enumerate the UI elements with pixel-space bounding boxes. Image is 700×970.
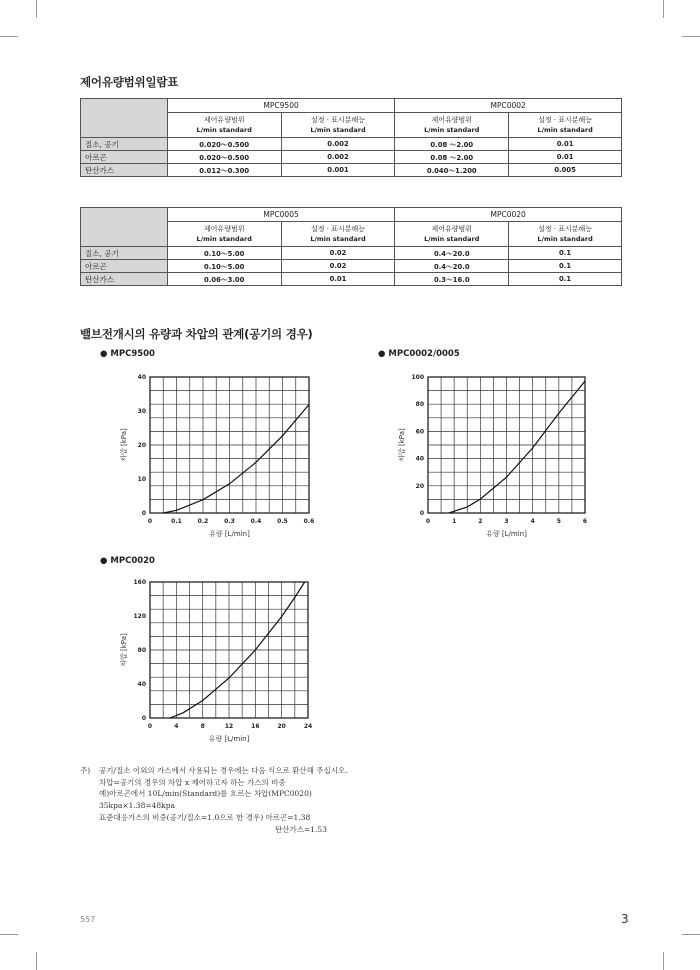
y-tick-label: 120	[133, 613, 146, 620]
table-row	[81, 138, 622, 151]
note-line: 차압=공기의 경우의 차압 x 제어하고자 하는 가스의 비중	[99, 777, 286, 787]
table-cell: 0.020～0.500	[167, 138, 281, 151]
model-header: MPC0002	[395, 99, 622, 113]
table-corner	[81, 99, 168, 138]
y-tick-label: 0	[141, 510, 146, 517]
gas-label: 탄산가스	[81, 273, 168, 286]
y-tick-label: 80	[137, 647, 146, 654]
x-tick-label: 12	[224, 723, 234, 730]
x-axis-label: 유량 [L/min]	[486, 530, 527, 538]
crop-mark	[36, 952, 37, 970]
table-cell: 0.3～16.0	[395, 273, 509, 286]
table-cell: 0.1	[509, 273, 622, 286]
y-tick-label: 80	[415, 401, 424, 409]
x-tick-label: 20	[277, 723, 286, 730]
table-cell: 0.02	[281, 260, 395, 273]
table-cell: 0.08 ～2.00	[395, 138, 509, 151]
x-tick-label: 8	[200, 723, 205, 730]
gas-label: 탄산가스	[81, 164, 168, 177]
crop-mark	[682, 36, 700, 37]
x-tick-label: 0	[425, 518, 431, 525]
table-cell: 0.06～3.00	[167, 273, 281, 286]
x-axis-label: 유량 [L/min]	[208, 735, 250, 743]
table-cell: 0.020～0.500	[167, 151, 281, 164]
data-curve	[449, 381, 585, 513]
x-tick-label: 6	[582, 518, 588, 525]
table-cell: 0.02	[281, 247, 395, 260]
table-cell: 0.10～5.00	[167, 247, 281, 260]
table-cell: 0.005	[509, 164, 622, 177]
y-axis-label: 차압 [kPa]	[120, 428, 128, 462]
gas-label: 아르곤	[81, 151, 168, 164]
crop-mark	[0, 36, 18, 37]
y-tick-label: 40	[137, 374, 146, 381]
x-tick-label: 3	[504, 518, 509, 525]
note-body	[99, 765, 348, 835]
column-header: 제어유량범위 L/min standard	[167, 222, 281, 247]
x-tick-label: 0.4	[250, 518, 262, 525]
table-row	[81, 260, 622, 273]
chart-title-mpc0002-0005: ● MPC0002/0005	[378, 349, 460, 359]
crop-mark	[682, 934, 700, 935]
table-cell: 0.01	[509, 138, 622, 151]
x-tick-label: 0.2	[197, 518, 209, 525]
table-cell: 0.002	[281, 138, 395, 151]
crop-mark	[663, 952, 664, 970]
note-line: 표준대응가스의 비중(공기/질소=1.0으로 한 경우) 아르곤=1.38	[99, 812, 311, 822]
table-row	[81, 164, 622, 177]
y-tick-label: 100	[411, 374, 424, 381]
y-tick-label: 40	[415, 455, 424, 463]
gas-label: 질소, 공기	[81, 247, 168, 260]
y-tick-label: 20	[137, 442, 146, 449]
table-cell: 0.040～1.200	[395, 164, 509, 177]
x-tick-label: 2	[478, 518, 483, 525]
flow-range-table-1	[80, 98, 622, 177]
x-tick-label: 0	[147, 518, 153, 525]
column-header: 설정 · 표시분해능 L/min standard	[281, 222, 395, 247]
gas-label: 아르곤	[81, 260, 168, 273]
x-axis-label: 유량 [L/min]	[209, 530, 250, 538]
flow-table-title: 제어유량범위일람표	[80, 75, 179, 89]
note-line: 예)아르곤에서 10L/min(Standard)를 흐르는 차압(MPC0020)	[99, 789, 312, 799]
x-tick-label: 0	[147, 723, 153, 730]
model-header: MPC9500	[167, 99, 395, 113]
column-header: 제어유량범위 L/min standard	[167, 113, 281, 138]
table-cell: 0.01	[509, 151, 622, 164]
table-cell: 0.1	[509, 247, 622, 260]
table-cell: 0.01	[281, 273, 395, 286]
crop-mark	[36, 0, 37, 18]
chart-mpc9500	[112, 368, 332, 543]
column-header: 설정 · 표시분해능 L/min standard	[281, 113, 395, 138]
x-tick-label: 0.5	[277, 518, 288, 525]
column-header: 제어유량범위 L/min standard	[395, 113, 509, 138]
chart-mpc0002-0005	[390, 368, 610, 543]
x-tick-label: 16	[251, 723, 260, 730]
column-header: 설정 · 표시분해능 L/min standard	[509, 113, 622, 138]
table-cell: 0.4～20.0	[395, 260, 509, 273]
x-tick-label: 0.6	[303, 518, 315, 525]
model-header: MPC0005	[167, 208, 395, 222]
y-axis-label: 차압 [kPa]	[120, 633, 128, 667]
table-row	[81, 247, 622, 260]
y-tick-label: 0	[419, 510, 424, 517]
page-number-right: 3	[621, 912, 629, 926]
y-axis-label: 차압 [kPa]	[398, 428, 406, 462]
table-cell: 0.08 ～2.00	[395, 151, 509, 164]
model-header: MPC0020	[395, 208, 622, 222]
column-header: 제어유량범위 L/min standard	[395, 222, 509, 247]
note-mark: 주)	[80, 766, 91, 775]
y-tick-label: 0	[141, 715, 146, 722]
chart-title-mpc9500: ● MPC9500	[100, 349, 155, 359]
gas-label: 질소, 공기	[81, 138, 168, 151]
column-header: 설정 · 표시분해능 L/min standard	[509, 222, 622, 247]
table-corner	[81, 208, 168, 247]
x-tick-label: 4	[174, 723, 179, 730]
table-cell: 0.012～0.300	[167, 164, 281, 177]
y-tick-label: 10	[137, 476, 146, 483]
x-tick-label: 24	[303, 723, 313, 730]
table-cell: 0.10～5.00	[167, 260, 281, 273]
table-cell: 0.002	[281, 151, 395, 164]
crop-mark	[0, 934, 18, 935]
y-tick-label: 30	[137, 408, 146, 415]
table-cell: 0.1	[509, 260, 622, 273]
crop-mark	[663, 0, 664, 18]
table-cell: 0.001	[281, 164, 395, 177]
note-line: 35kpa×1.38=48kpa	[99, 801, 175, 811]
y-tick-label: 20	[415, 482, 424, 490]
y-tick-label: 60	[415, 428, 424, 436]
x-tick-label: 4	[530, 518, 535, 525]
table-cell: 0.4～20.0	[395, 247, 509, 260]
x-tick-label: 0.3	[224, 518, 235, 525]
flow-range-table-2	[80, 207, 622, 286]
page-number-left: 557	[80, 915, 96, 924]
table-row	[81, 151, 622, 164]
y-tick-label: 40	[137, 681, 146, 688]
x-tick-label: 5	[556, 518, 561, 525]
chart-section-title: 밸브전개시의 유량과 차압의 관계(공기의 경우)	[80, 327, 313, 341]
y-tick-label: 160	[133, 579, 146, 586]
note-line: 공기/질소 이외의 가스에서 사용되는 경우에는 다음 식으로 환산해 주십시오.	[99, 766, 348, 775]
chart-mpc0020	[112, 575, 332, 750]
x-tick-label: 0.1	[171, 518, 182, 525]
x-tick-label: 1	[452, 518, 457, 525]
table-row	[81, 273, 622, 286]
chart-title-mpc0020: ● MPC0020	[100, 556, 155, 566]
note-line: 탄산가스=1.53	[275, 824, 327, 834]
